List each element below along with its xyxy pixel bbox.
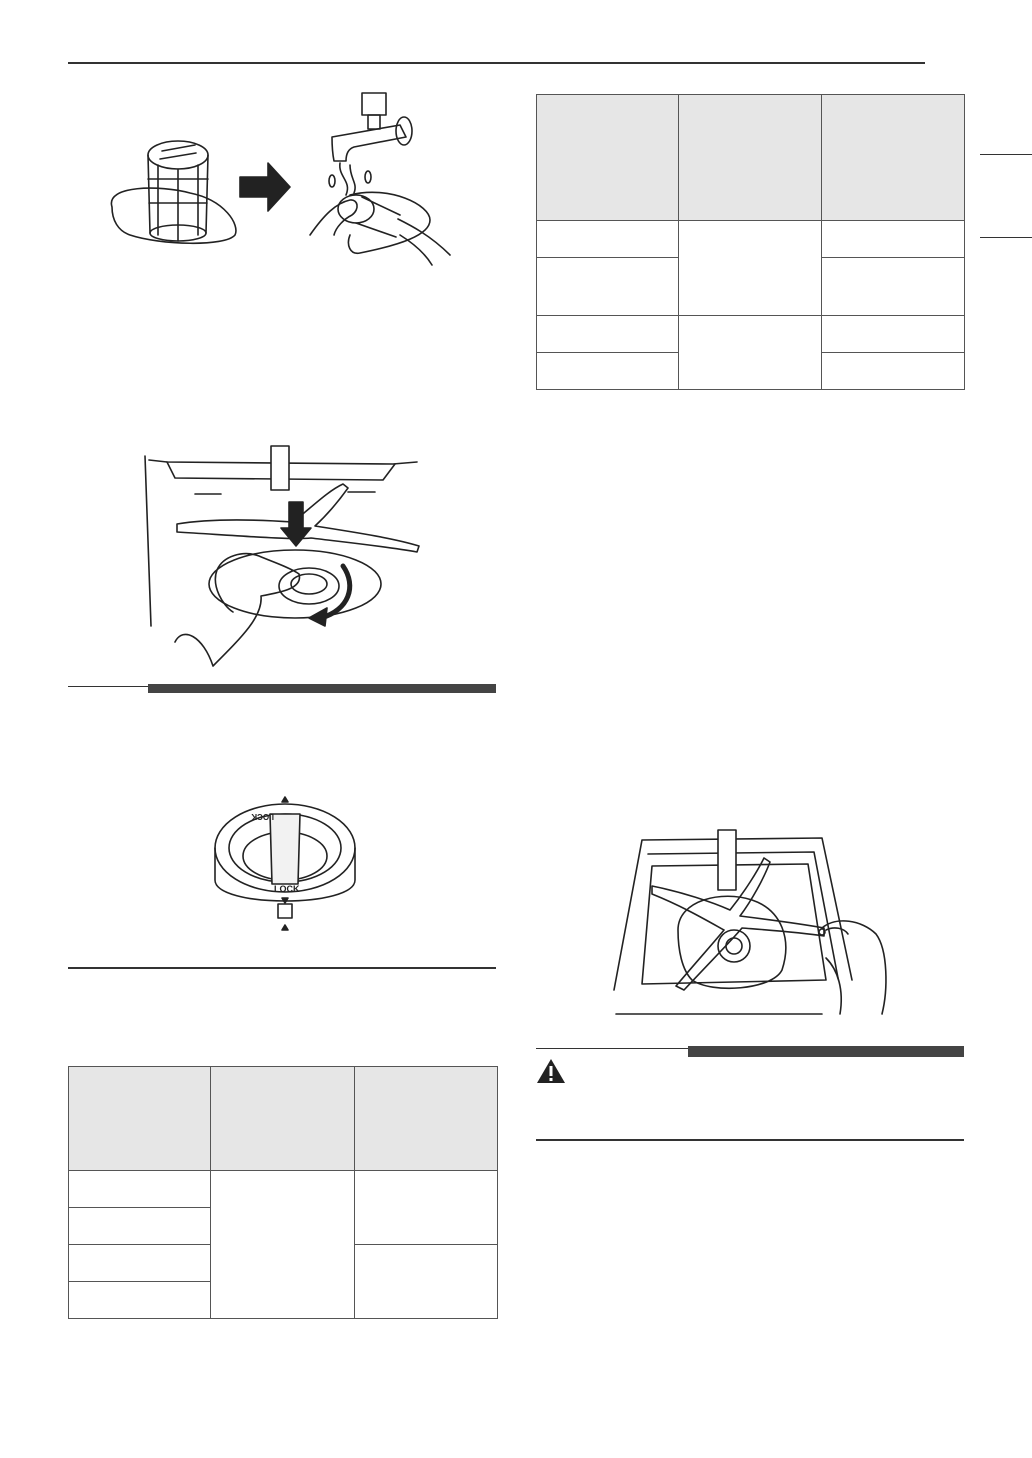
table-cell [537, 316, 679, 353]
lock-label-top: LOCK [251, 812, 274, 821]
table-header-cell [69, 1067, 211, 1171]
table-cell [822, 353, 965, 390]
table-header-cell [679, 95, 822, 221]
table-header-cell [822, 95, 965, 221]
table-header-cell [355, 1067, 498, 1171]
table-cell [211, 1171, 355, 1319]
left-table [68, 1066, 498, 1319]
section-divider-thin [68, 686, 148, 687]
filter-lock-illustration [210, 800, 360, 940]
table-cell [822, 258, 965, 316]
table-cell [537, 353, 679, 390]
table-cell [355, 1245, 498, 1319]
table-header-cell [537, 95, 679, 221]
section-header-bar [148, 684, 496, 693]
right-table [536, 94, 965, 390]
table-cell [69, 1282, 211, 1319]
table-cell [537, 221, 679, 258]
filter-cleaning-illustration [100, 85, 460, 270]
table-cell [69, 1171, 211, 1208]
table-cell [537, 258, 679, 316]
side-tab-marker-top [980, 154, 1032, 155]
table-cell [679, 316, 822, 390]
warning-triangle-icon [536, 1058, 566, 1084]
warning-bottom-rule [536, 1139, 964, 1141]
section-rule [68, 967, 496, 969]
table-cell [69, 1208, 211, 1245]
lock-label-bottom: LOCK [274, 884, 300, 894]
lower-spray-arm-removal-illustration [612, 830, 892, 1030]
side-tab-marker-bottom [980, 237, 1032, 238]
page-header-rule [68, 62, 925, 64]
table-cell [355, 1171, 498, 1245]
table-cell [69, 1245, 211, 1282]
warning-header-bar [688, 1046, 964, 1057]
table-cell [822, 316, 965, 353]
warning-divider-thin [536, 1048, 688, 1049]
table-cell [679, 221, 822, 316]
table-cell [822, 221, 965, 258]
filter-installation-illustration [143, 446, 423, 666]
table-header-cell [211, 1067, 355, 1171]
